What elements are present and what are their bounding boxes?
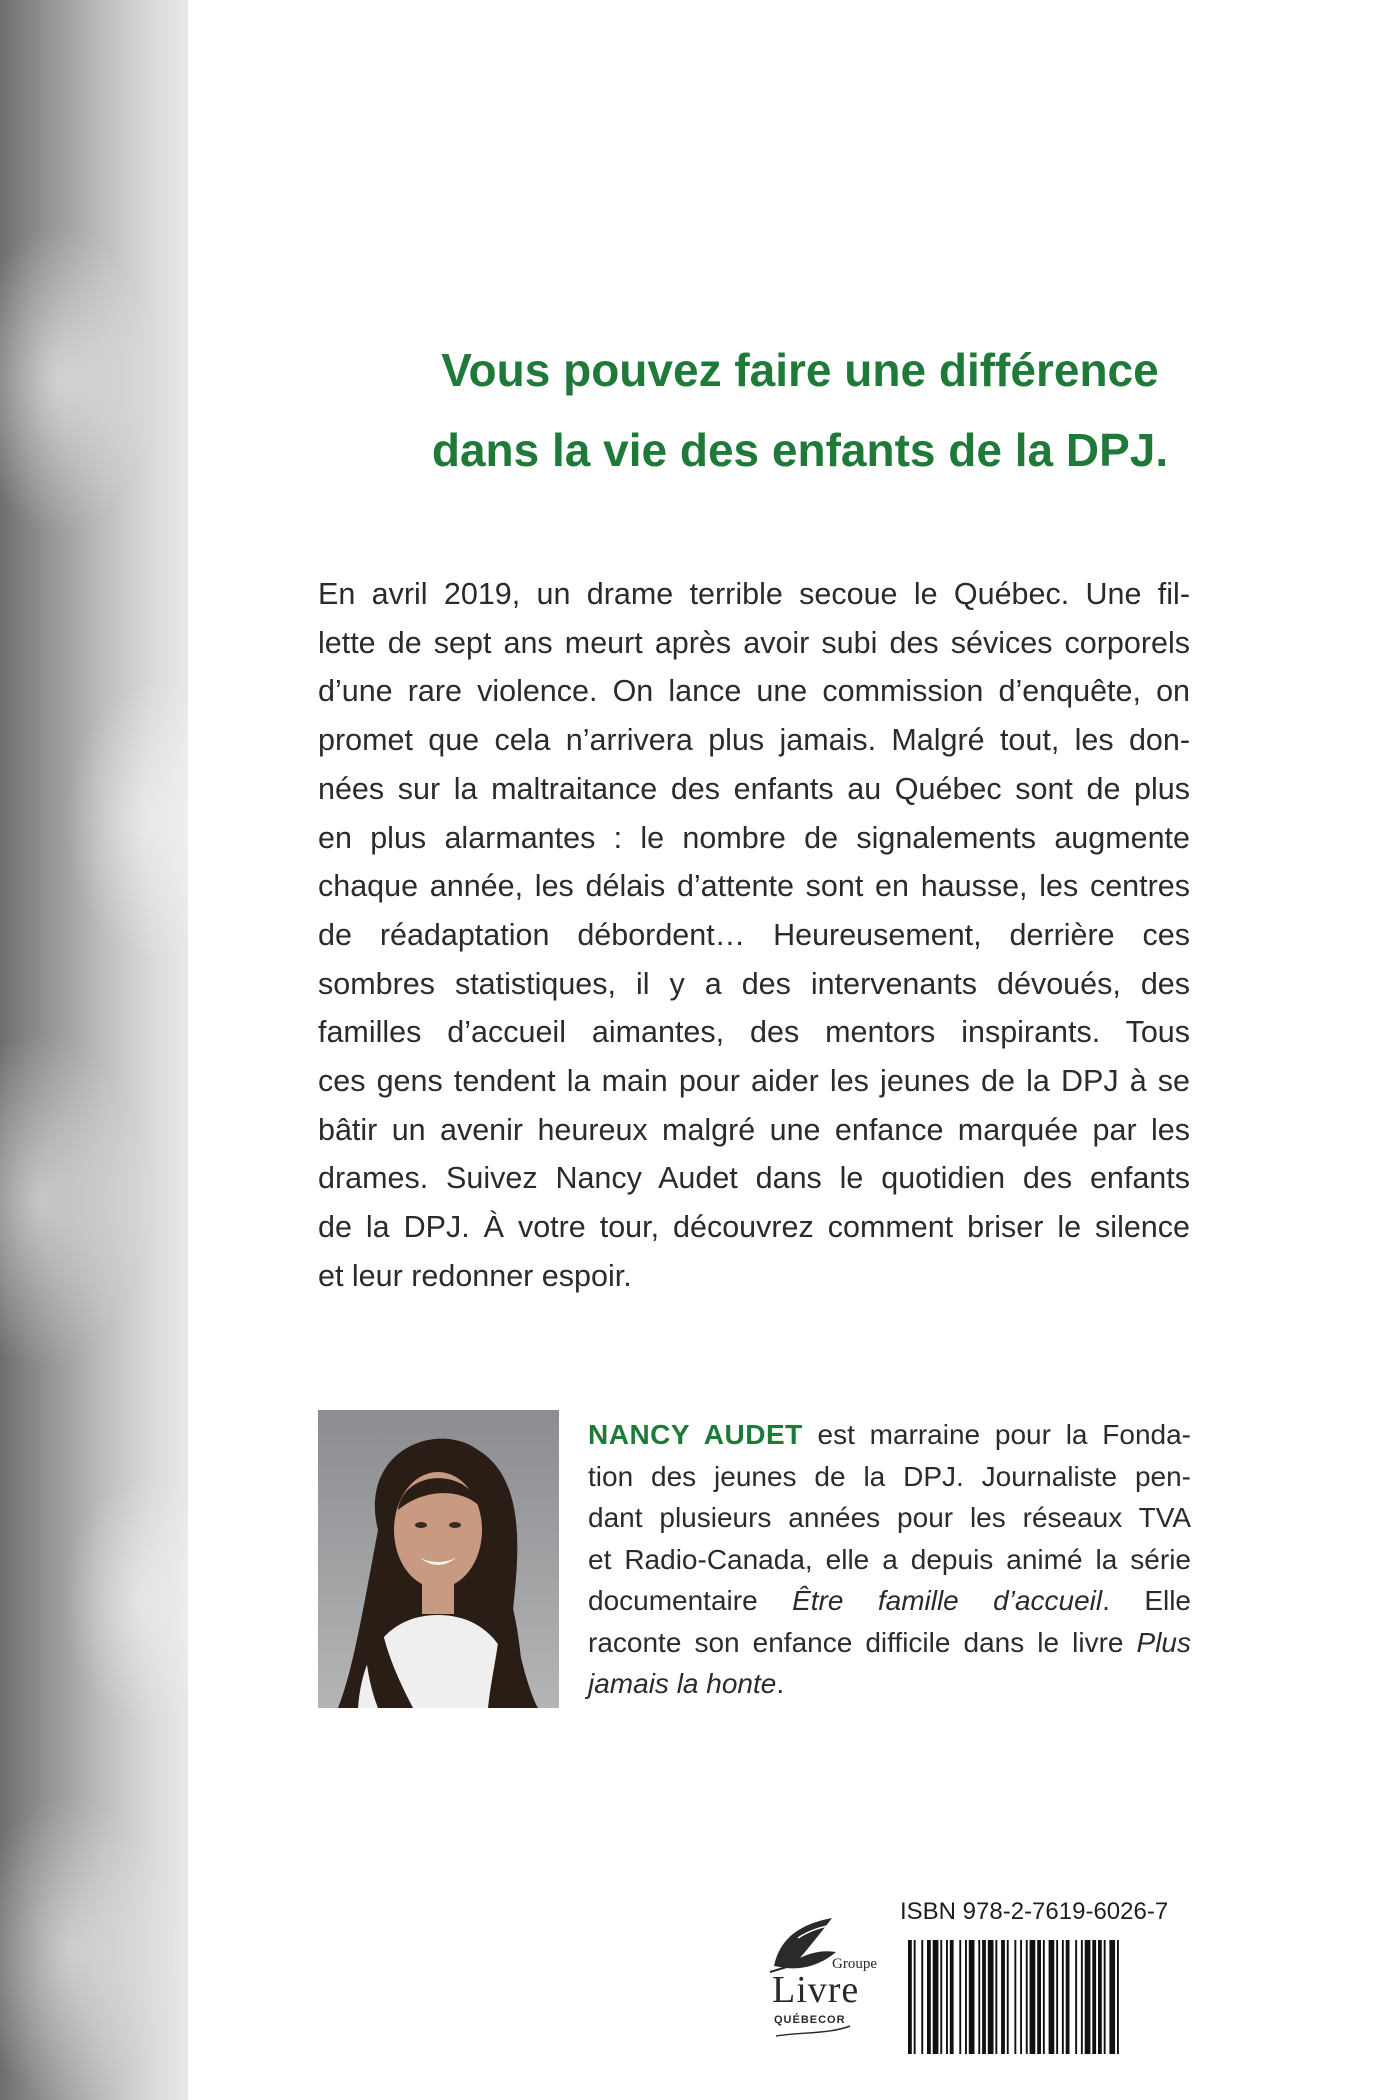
barcode-bar [1007, 1940, 1009, 2054]
summary-line: bâtir un avenir heureux malgré une enfance marquée par les [318, 1112, 1190, 1147]
bio-text: raconte son enfance difficile dans le livre [588, 1626, 1137, 1658]
summary-line: ces gens tendent la main pour aider les jeunes de la DPJ à se [318, 1064, 1190, 1099]
decorative-side-strip [0, 0, 188, 2100]
barcode-bar [940, 1940, 942, 2054]
summary-line: de la DPJ. À votre tour, découvrez comment briser le silence [318, 1210, 1190, 1245]
summary-line: d’une rare violence. On lance une commission d’enquête, on [318, 674, 1190, 709]
barcode-bar [1037, 1940, 1041, 2054]
barcode-bar [1020, 1940, 1022, 2054]
bio-text: est marraine pour la Fonda- [802, 1419, 1192, 1450]
barcode-bar [1056, 1940, 1058, 2054]
barcode-bar [995, 1940, 997, 2054]
barcode-icon [908, 1940, 1188, 2054]
summary-line: de réadaptation débordent… Heureusement, derrière ces [318, 917, 1190, 952]
barcode-bar [1092, 1940, 1096, 2054]
bio-text: documentaire [588, 1585, 793, 1616]
publisher-groupe: Groupe [832, 1956, 877, 1972]
summary-line: En avril 2019, un drame terrible secoue le Québec. Une fil- [318, 577, 1190, 611]
barcode-bar [1081, 1940, 1083, 2054]
bio-line: dant plusieurs années pour les réseaux TVA [588, 1502, 1191, 1533]
isbn-number: ISBN 978-2-7619-6026-7 [900, 1898, 1169, 1925]
book-title: Plus [1136, 1626, 1191, 1658]
bio-text: . [776, 1668, 785, 1699]
summary-line: et leur redonner espoir. [318, 1258, 632, 1293]
author-photo [318, 1410, 559, 1708]
bio-line [588, 1580, 1191, 1622]
summary-line: lette de sept ans meurt après avoir subi des sévices corporels [318, 625, 1190, 660]
publisher-logo [740, 1908, 880, 2058]
barcode-bar [978, 1940, 980, 2054]
author-portrait-icon [318, 1410, 559, 1708]
summary-line: promet que cela n’arrivera plus jamais. Malgré tout, les don- [318, 723, 1190, 758]
bio-line: et Radio-Canada, elle a depuis animé la série [588, 1543, 1191, 1575]
bio-line: tion des jeunes de la DPJ. Journaliste pen- [588, 1460, 1191, 1492]
barcode-bar [1104, 1940, 1106, 2054]
summary-line: familles d’accueil aimantes, des mentors inspirants. Tous [318, 1015, 1190, 1050]
barcode-bar [1014, 1940, 1016, 2054]
barcode-bar [1085, 1940, 1091, 2054]
bio-line [588, 1663, 1191, 1705]
barcode-bar [959, 1940, 961, 2054]
publisher-livre: Livre [772, 1969, 860, 2011]
book-title: jamais la honte [588, 1668, 777, 1699]
barcode-bar [1026, 1940, 1028, 2054]
barcode-bar [1030, 1940, 1036, 2054]
barcode-bar [933, 1940, 939, 2054]
barcode-bar [908, 1940, 912, 2054]
barcode-bar [946, 1940, 948, 2054]
barcode-bar [1043, 1940, 1045, 2054]
barcode-bar [1001, 1940, 1005, 2054]
barcode-bar [914, 1940, 916, 2054]
headline-line: dans la vie des enfants de la DPJ. [431, 424, 1169, 476]
show-title: Être famille d’accueil [792, 1585, 1103, 1616]
barcode-bar [1075, 1940, 1077, 2054]
author-bio [588, 1414, 1191, 1705]
summary-line: chaque année, les délais d’attente sont en hausse, les centres [318, 869, 1190, 904]
summary-line: en plus alarmantes : le nombre de signalements augmente [318, 820, 1190, 855]
barcode-bar [988, 1940, 994, 2054]
summary-line: drames. Suivez Nancy Audet dans le quotidien des enfants [318, 1161, 1190, 1196]
barcode-bar [1117, 1940, 1119, 2054]
barcode-bar [1098, 1940, 1102, 2054]
barcode-bar [969, 1940, 975, 2054]
summary-paragraph [318, 570, 1190, 1301]
author-name: NANCY AUDET [588, 1419, 803, 1450]
barcode-bar [1109, 1940, 1115, 2054]
summary-line: sombres statistiques, il y a des intervenants dévoués, des [318, 966, 1190, 1001]
barcode-bar [921, 1940, 923, 2054]
barcode-bar [1062, 1940, 1064, 2054]
publisher-quebecor: QUÉBECOR [774, 2014, 846, 2026]
bio-line [588, 1414, 1191, 1456]
bio-text: . Elle [1102, 1585, 1192, 1616]
barcode-bar [950, 1940, 954, 2054]
barcode-bar [982, 1940, 986, 2054]
bio-line [588, 1622, 1191, 1664]
headline-line: Vous pouvez faire une différence [441, 344, 1159, 396]
barcode-bar [1049, 1940, 1055, 2054]
barcode-bar [965, 1940, 967, 2054]
isbn-barcode [900, 1898, 1190, 2058]
barcode-bar [1066, 1940, 1070, 2054]
summary-line: nées sur la maltraitance des enfants au Québec sont de plus [318, 771, 1190, 806]
headline [290, 330, 1310, 490]
barcode-bar [927, 1940, 931, 2054]
